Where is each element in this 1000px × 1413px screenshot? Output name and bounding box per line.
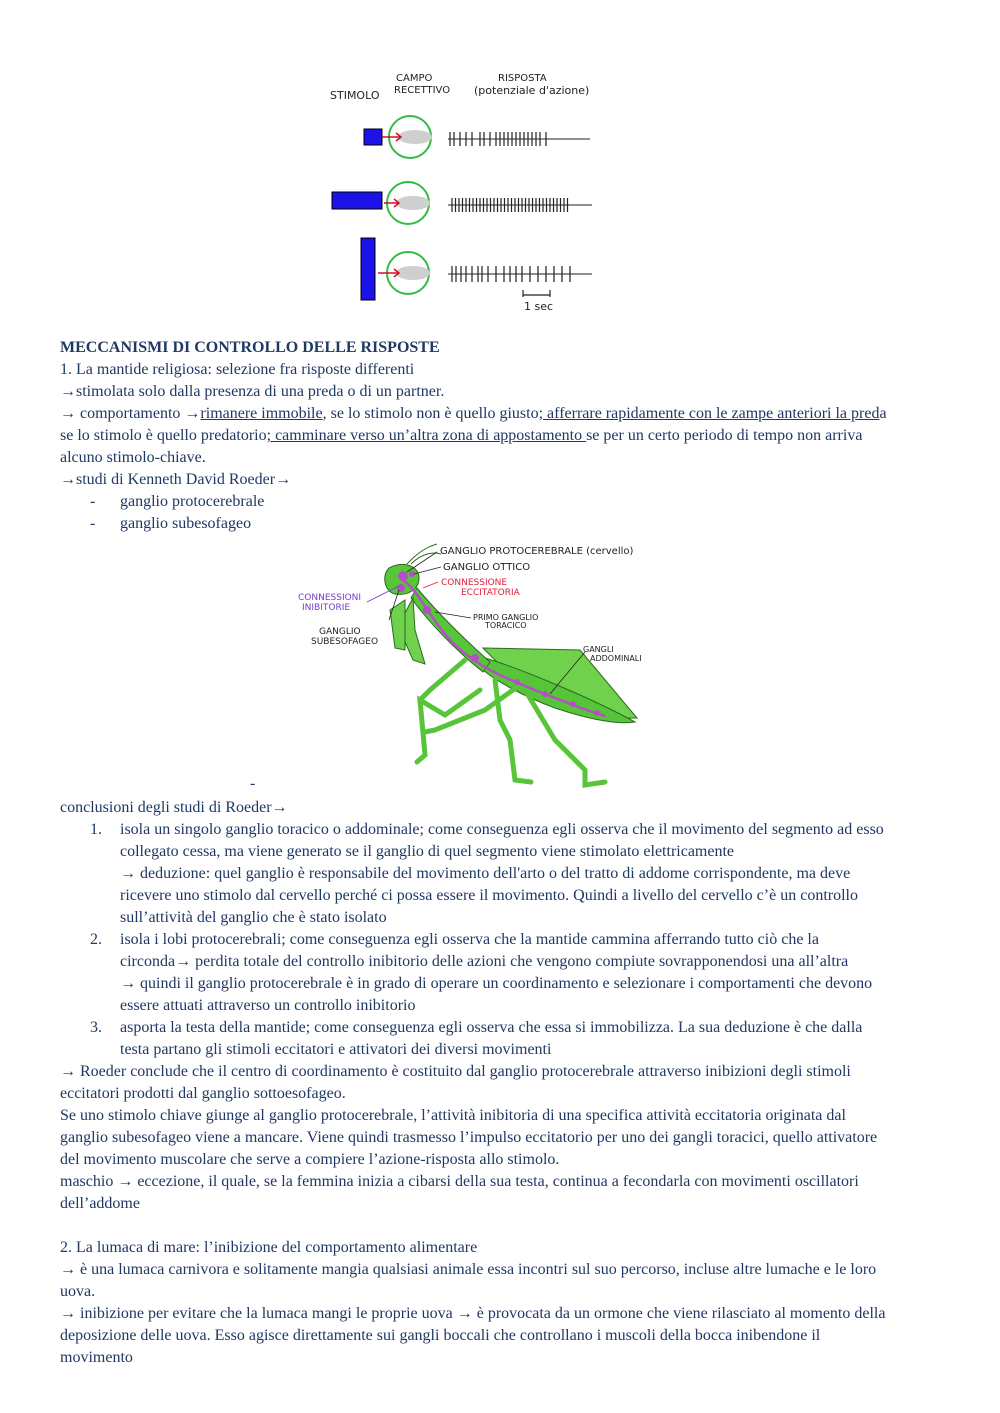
- receptive-field-center-1: [398, 130, 432, 144]
- label-thoracic: PRIMO GANGLIO: [473, 613, 539, 622]
- receptive-field-center-2: [396, 196, 430, 210]
- stimulus-vertical: [361, 238, 375, 300]
- label-thoracic-2: TORACICO: [485, 621, 527, 630]
- ganglion-thoracic-2: [471, 654, 479, 662]
- label-recettivo: RECETTIVO: [394, 85, 451, 96]
- conclusion-item: 2. isola i lobi protocerebrali; come conseguenza egli osserva che la mantide cammina afferrando tutto ciò che la circonda→ perdita totale del controllo inibitorio delle azioni che vengono compiute sovrapponendosi una all’altra → quindi il ganglio protocerebrale è in grado di operare un coordinamento e selezionare i comportamenti che devono essere attuati attraverso un controllo inibitorio: [90, 931, 873, 1014]
- label-inhibitory-2: INIBITORIE: [302, 603, 351, 613]
- label-excitatory: CONNESSIONE: [441, 578, 508, 588]
- conclusion-item: 1. isola un singolo ganglio toracico o addominale; come conseguenza egli osserva che il movimento del segmento ad esso collegato cessa, ma viene generato se il ganglio di quel segmento viene stimolato elettricamente → deduzione: quel ganglio è responsabile del movimento dell'arto o del tratto di addome corrispondente, ma deve ricevere uno stimolo dal cervello perché ci possa essere il movimento. Quindi a livello del cervello c’è un controllo sull’attività del ganglio che è stato isolato: [90, 821, 884, 926]
- mantis-behavior-paragraph: → comportamento →rimanere immobile, se lo stimolo non è quello giusto; afferrare rapidamente con le zampe anteriori la preda se lo stimolo è quello predatorio; camminare verso un’altra zona di appostamento se per un certo periodo di tempo non arriva alcuno stimolo-chiave.: [60, 405, 887, 466]
- label-campo: CAMPO: [396, 73, 433, 84]
- label-optic: GANGLIO OTTICO: [443, 562, 531, 573]
- conclusions-heading: conclusioni degli studi di Roeder→: [60, 799, 288, 816]
- label-stimolo: STIMOLO: [330, 89, 380, 102]
- ganglion-abdominal: [594, 710, 600, 716]
- slug-line-1: → è una lumaca carnivora e solitamente mangia qualsiasi animale essa incontri sul suo percorso, incluse altre lumache e le loro uova.: [60, 1261, 877, 1300]
- mantis-figure: [295, 540, 700, 790]
- label-abdominal: GANGLI: [583, 645, 614, 654]
- behavior-walk: ; camminare verso un’altra zona di appostamento: [266, 427, 587, 444]
- label-subesophageal: GANGLIO: [319, 627, 361, 637]
- roeder-studies-line: →studi di Kenneth David Roeder→: [60, 471, 292, 488]
- behavior-immobile: rimanere immobile: [200, 405, 323, 422]
- stimulus-small: [364, 129, 382, 145]
- slug-heading: 2. La lumaca di mare: l’inibizione del comportamento alimentare: [60, 1239, 478, 1256]
- label-subesophageal-2: SUBESOFAGEO: [311, 637, 379, 647]
- label-risposta: RISPOSTA: [498, 73, 547, 84]
- label-potenziale: (potenziale d'azione): [474, 84, 590, 97]
- receptive-field-figure: [320, 64, 610, 316]
- ganglia-item: - ganglio subesofageo: [60, 513, 890, 535]
- ganglion-protocerebral: [398, 571, 408, 581]
- ganglia-item: - ganglio protocerebrale: [60, 491, 890, 513]
- ganglion-abdominal: [542, 691, 548, 697]
- mantis-stimulus-line: →stimolata solo dalla presenza di una preda o di un partner.: [60, 383, 445, 400]
- label-protocerebral: GANGLIO PROTOCEREBRALE (cervello): [440, 546, 634, 557]
- ganglion-abdominal: [570, 701, 576, 707]
- label-inhibitory: CONNESSIONI: [298, 593, 362, 603]
- behavior-grab: afferrare rapidamente con le zampe anteriori la pred: [543, 405, 880, 422]
- slug-line-2: → inibizione per evitare che la lumaca mangi le proprie uova → è provocata da un ormone che viene rilasciato al momento della deposizione delle uova. Esso agisce direttamente sui gangli boccali che controllano i muscoli della bocca inibendone il movimento: [60, 1305, 886, 1366]
- label-abdominal-2: ADDOMINALI: [590, 654, 642, 663]
- mantis-heading: 1. La mantide religiosa: selezione fra risposte differenti: [60, 361, 415, 378]
- stimulus-medium: [332, 192, 382, 209]
- receptive-field-center-3: [396, 266, 430, 280]
- ganglion-subesophageal: [397, 584, 405, 592]
- key-stimulus-paragraph: Se uno stimolo chiave giunge al ganglio protocerebrale, l’attività inibitoria di una specifica attività eccitatoria originata dal ganglio subesofageo viene a mancare. Viene quindi trasmesso l’impulso eccitatorio per uno dei gangli toracici, quello attivatore del movimento muscolare che serve a compiere l’azione-risposta allo stimolo.: [60, 1107, 878, 1168]
- document-body: [60, 337, 890, 1369]
- label-excitatory-2: ECCITATORIA: [461, 588, 520, 598]
- time-scale-bar: [523, 290, 550, 297]
- conclusion-item: 3. asporta la testa della mantide; come conseguenza egli osserva che essa si immobilizza. La sua deduzione è che dalla testa partano gli stimoli eccitatori e attivatori dei diversi movimenti: [90, 1019, 863, 1058]
- time-scale-label: 1 sec: [524, 300, 554, 313]
- male-exception: maschio → eccezione, il quale, se la femmina inizia a cibarsi della sua testa, continua a fecondarla con movimenti oscillatori dell’addome: [60, 1173, 859, 1212]
- ganglion-abdominal: [514, 679, 520, 685]
- ganglia-list: [60, 491, 890, 535]
- stray-dash: -: [250, 775, 256, 792]
- section-title: MECCANISMI DI CONTROLLO DELLE RISPOSTE: [60, 339, 440, 356]
- roeder-conclusion: → Roeder conclude che il centro di coordinamento è costituito dal ganglio protocerebrale attraverso inibizioni degli stimoli eccitatori prodotti dal ganglio sottoesofageo.: [60, 1063, 851, 1102]
- mantis-hind-leg: [425, 685, 520, 732]
- conclusions-list: [60, 819, 890, 1061]
- ganglion-thoracic-1: [423, 606, 431, 614]
